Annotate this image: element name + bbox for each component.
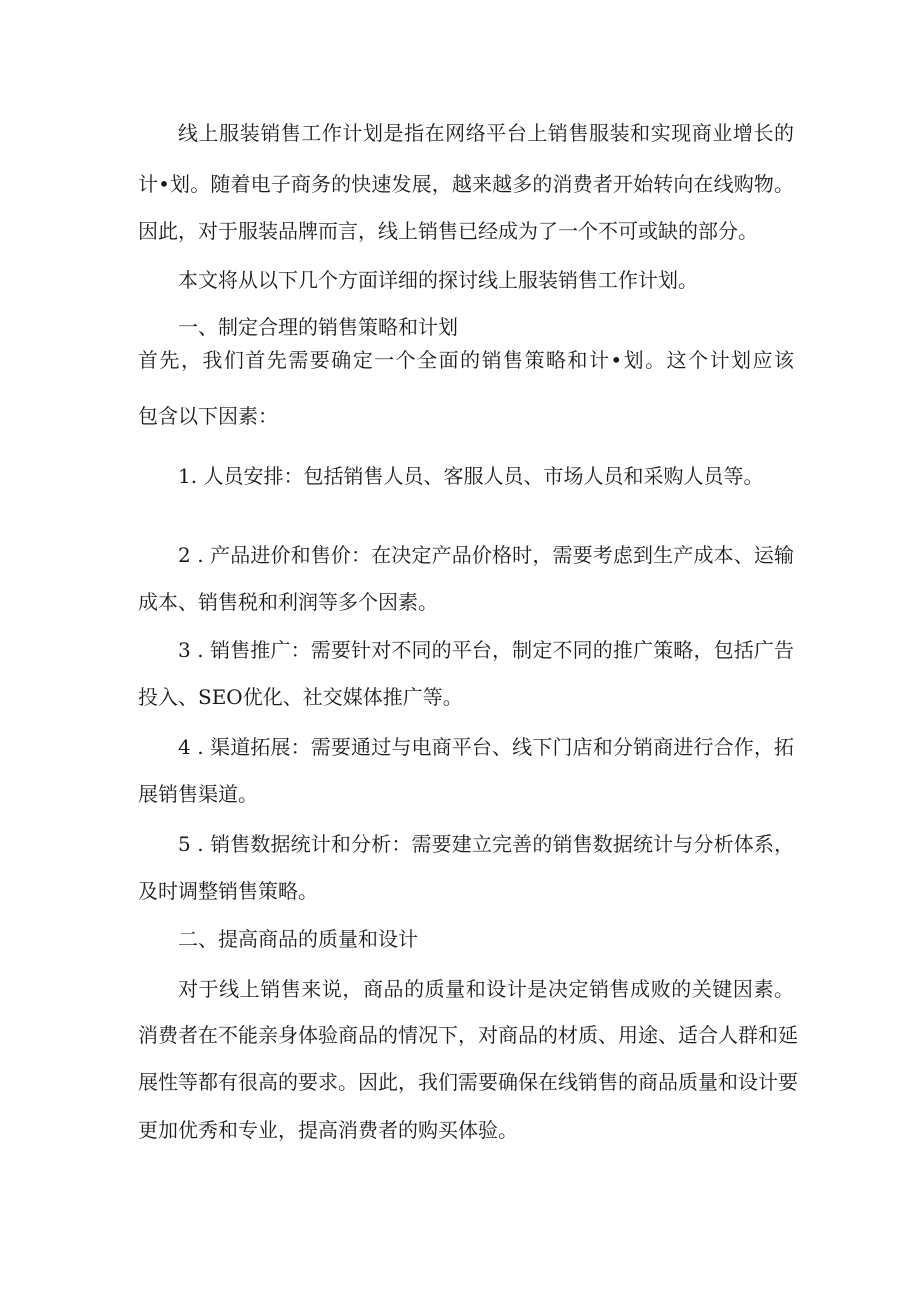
- list-item-3-line-2: 投入、SEO优化、社交媒体推广等。: [138, 685, 463, 709]
- section-1-line-1: 首先，我们首先需要确定一个全面的销售策略和计•划。这个计划应该: [138, 348, 794, 372]
- section-2-heading: 二、提高商品的质量和设计: [178, 927, 418, 951]
- list-item-4-line-2: 展销售渠道。: [138, 782, 258, 806]
- list-item-2-line-1: 2 . 产品进价和售价：在决定产品价格时，需要考虑到生产成本、运输: [178, 543, 794, 567]
- intro-line-1: 线上服装销售工作计划是指在网络平台上销售服装和实现商业增长的: [178, 121, 794, 145]
- list-item-2-line-2: 成本、销售税和利润等多个因素。: [138, 590, 438, 614]
- overview-paragraph: 本文将从以下几个方面详细的探讨线上服装销售工作计划。: [178, 268, 698, 292]
- section-2-line-4: 更加优秀和专业，提高消费者的购买体验。: [138, 1118, 518, 1142]
- section-1-heading: 一、制定合理的销售策略和计划: [178, 315, 458, 339]
- section-1-line-2: 包含以下因素：: [138, 404, 278, 428]
- intro-line-3: 因此，对于服装品牌而言，线上销售已经成为了一个不可或缺的部分。: [138, 219, 758, 243]
- list-item-4-line-1: 4 . 渠道拓展：需要通过与电商平台、线下门店和分销商进行合作，拓: [178, 735, 794, 759]
- list-item-5-line-1: 5 . 销售数据统计和分析：需要建立完善的销售数据统计与分析体系，: [178, 832, 794, 856]
- section-2-line-2: 消费者在不能亲身体验商品的情况下，对商品的材质、用途、适合人群和延: [138, 1023, 798, 1047]
- section-2-line-3: 展性等都有很高的要求。因此，我们需要确保在线销售的商品质量和设计要: [138, 1070, 798, 1094]
- list-item-1: 1. 人员安排：包括销售人员、客服人员、市场人员和采购人员等。: [178, 464, 764, 488]
- section-2-line-1: 对于线上销售来说，商品的质量和设计是决定销售成败的关键因素。: [178, 977, 794, 1001]
- list-item-5-line-2: 及时调整销售策略。: [138, 879, 318, 903]
- list-item-3-line-1: 3 . 销售推广：需要针对不同的平台，制定不同的推广策略，包括广告: [178, 638, 794, 662]
- intro-line-2: 计•划。随着电子商务的快速发展，越来越多的消费者开始转向在线购物。: [138, 172, 794, 196]
